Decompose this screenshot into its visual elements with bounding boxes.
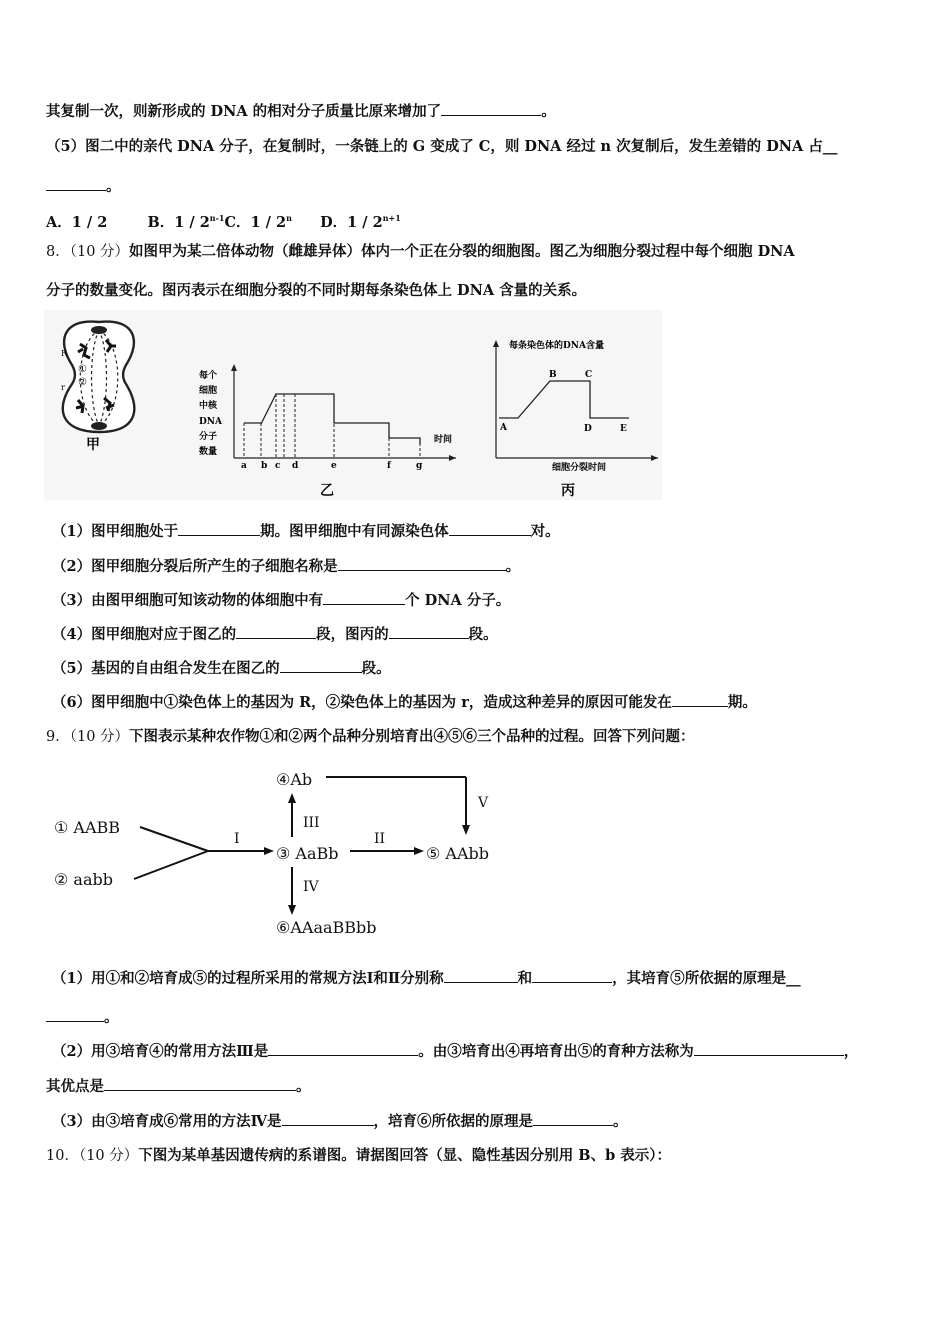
point-label: D: [584, 424, 592, 434]
chromosome-label-2: ②: [78, 377, 87, 388]
variety-1-label: ① AABB: [54, 818, 121, 837]
answer-blank[interactable]: [533, 1111, 613, 1126]
tick-label: d: [292, 461, 299, 471]
tick-label: a: [241, 461, 247, 471]
q8-part4: （4）图甲细胞对应于图乙的 段，图丙的 段。: [52, 626, 498, 643]
answer-blank[interactable]: [46, 1007, 104, 1022]
arrow-label-V: V: [478, 795, 489, 811]
y-label-line: 细胞: [199, 386, 218, 396]
question-number: 10．（10 分）: [46, 1148, 139, 1164]
answer-blank[interactable]: [46, 176, 106, 191]
y-label-line: 分子: [199, 432, 218, 442]
y-label-line: 中核: [199, 401, 218, 411]
q8-part3: （3）由图甲细胞可知该动物的体细胞中有 个 DNA 分子。: [52, 592, 511, 609]
answer-blank[interactable]: [672, 692, 728, 707]
q7-part5: （5）图二中的亲代 DNA 分子，在复制时，一条链上的 G 变成了 C，则 DNA 经过 n 次复制后，发生差错的 DNA 占__: [46, 138, 838, 155]
option-d[interactable]: D．$1 / 2^{n+1}$: [320, 213, 401, 231]
q8-part6: （6）图甲细胞中①染色体上的基因为 R，②染色体上的基因为 r，造成这种差异的原因可能发在 期。: [52, 694, 757, 711]
q8-stem: 8．（10 分）如图甲为某二倍体动物（雌雄异体）体内一个正在分裂的细胞图。图乙为细胞分裂过程中每个细胞 DNA: [46, 243, 795, 260]
point-label: B: [549, 370, 557, 380]
variety-4-label: ④Ab: [276, 770, 313, 789]
answer-blank[interactable]: [532, 968, 612, 983]
tick-label: c: [275, 461, 281, 471]
q7-options: [46, 208, 401, 233]
variety-2-label: ② aabb: [54, 870, 113, 889]
y-label-line: 数量: [199, 447, 218, 457]
q9-part1-line2: 。: [46, 1007, 119, 1028]
answer-blank[interactable]: [389, 624, 469, 639]
q8-part1: （1）图甲细胞处于 期。图甲细胞中有同源染色体 对。: [52, 523, 560, 540]
q9-part2: （2）用③培育④的常用方法Ⅲ是 。由③培育出④再培育出⑤的育种方法称为 ，: [52, 1043, 859, 1060]
y-label-line: DNA: [199, 417, 223, 427]
variety-3-label: ③ AaBb: [276, 844, 339, 863]
answer-blank[interactable]: [449, 521, 531, 536]
tick-label: e: [331, 461, 337, 471]
q8-stem-line2: 分子的数量变化。图丙表示在细胞分裂的不同时期每条染色体上 DNA 含量的关系。: [46, 282, 587, 299]
gene-label-R: R: [61, 349, 68, 358]
arrow-label-IV: IV: [303, 879, 319, 895]
point-label: C: [585, 370, 593, 380]
answer-blank[interactable]: [268, 1041, 418, 1056]
answer-blank[interactable]: [280, 658, 362, 673]
gene-label-r: r: [61, 383, 65, 392]
option-c[interactable]: C．1 / 2$^n$: [224, 213, 292, 231]
point-label: A: [500, 423, 507, 433]
q9-part3: （3）由③培育成⑥常用的方法Ⅳ是 ，培育⑥所依据的原理是 。: [52, 1113, 628, 1130]
variety-5-label: ⑤ AAbb: [426, 844, 490, 863]
tick-label: b: [261, 461, 268, 471]
y-axis-label: 每条染色体的DNA含量: [509, 341, 605, 351]
q8-part5: （5）基因的自由组合发生在图乙的 段。: [52, 660, 391, 677]
q9-part2-line2: 其优点是 。: [46, 1078, 311, 1095]
chromosome-label-1: ①: [78, 364, 87, 375]
option-b[interactable]: B．1 / 2$^{n-1}$: [147, 213, 225, 231]
answer-blank[interactable]: [178, 521, 260, 536]
q7-part5-line2: 。: [46, 176, 121, 197]
q10-stem: 10．（10 分）下图为某单基因遗传病的系谱图。请据图回答（显、隐性基因分别用 B、b 表示）：: [46, 1147, 672, 1164]
q7-continuation: 其复制一次，则新形成的 DNA 的相对分子质量比原来增加了 。: [46, 103, 556, 120]
arrow-label-I: I: [234, 831, 240, 847]
tick-label: f: [387, 461, 391, 471]
figure-label-yi: 乙: [320, 483, 334, 499]
option-a[interactable]: A．1 / 2: [46, 214, 108, 231]
answer-blank[interactable]: [104, 1076, 296, 1091]
q8-figure: [44, 310, 662, 500]
question-number: 8．（10 分）: [46, 244, 130, 260]
arrow-label-II: II: [374, 831, 386, 847]
answer-blank[interactable]: [694, 1041, 844, 1056]
variety-6-label: ⑥AAaaBBbb: [276, 918, 377, 937]
answer-blank[interactable]: [338, 556, 506, 571]
figure-label-bing: 丙: [561, 483, 575, 499]
tick-label: g: [416, 461, 423, 471]
arrow-label-III: III: [303, 815, 320, 831]
x-axis-label: 细胞分裂时间: [552, 463, 607, 473]
figure-label-jia: 甲: [86, 437, 100, 453]
answer-blank[interactable]: [282, 1111, 374, 1126]
q9-stem: 9．（10 分）下图表示某种农作物①和②两个品种分别培育出④⑤⑥三个品种的过程。回答下列问题：: [46, 728, 695, 745]
x-axis-label: 时间: [434, 435, 453, 445]
breeding-diagram: [44, 755, 564, 950]
answer-blank[interactable]: [441, 101, 541, 116]
answer-blank[interactable]: [323, 590, 405, 605]
question-number: 9．（10 分）: [46, 729, 130, 745]
answer-blank[interactable]: [236, 624, 316, 639]
answer-blank[interactable]: [444, 968, 518, 983]
point-label: E: [620, 424, 627, 434]
q8-part2: （2）图甲细胞分裂后所产生的子细胞名称是 。: [52, 558, 521, 575]
q9-part1: （1）用①和②培育成⑤的过程所采用的常规方法Ⅰ和Ⅱ分别称 和 ，其培育⑤所依据的原理是__: [52, 970, 801, 987]
y-label-line: 每个: [199, 371, 218, 381]
